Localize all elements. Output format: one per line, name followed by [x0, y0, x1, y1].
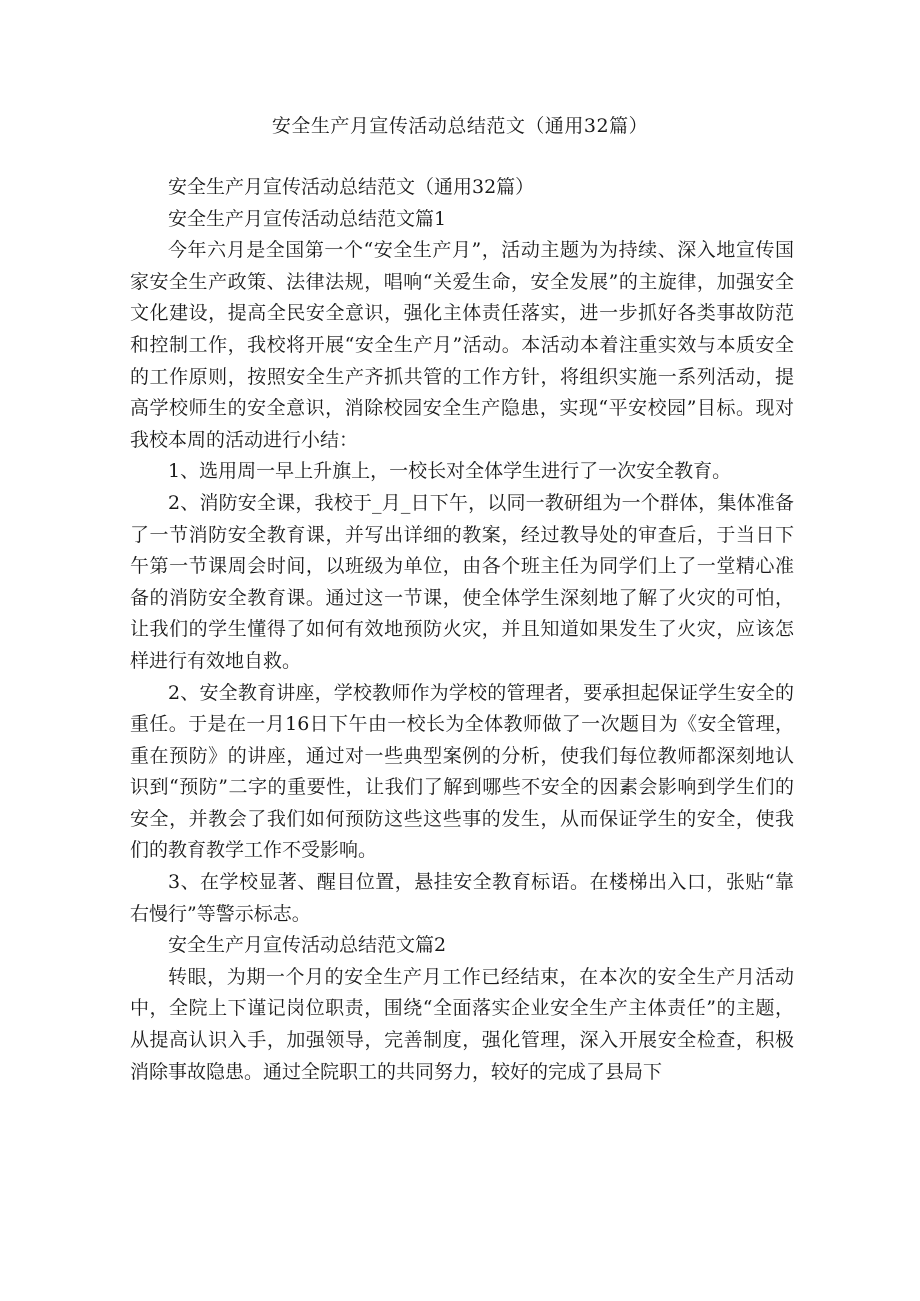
paragraph-subtitle: 安全生产月宣传活动总结范文（通用32篇）: [168, 176, 535, 198]
paragraph-item-1: 1、选用周一早上升旗上，一校长对全体学生进行了一次安全教育。: [168, 460, 732, 483]
document-title: 安全生产月宣传活动总结范文（通用32篇）: [271, 115, 649, 137]
paragraph-item-2-fire-safety: 2、消防安全课，我校于_月_日下午，以同一教研组为一个群体，集体准备了一节消防安全教育课，并写出详细的教案，经过教导处的审查后，于当日下午第一节课周会时间，以班级为单位，由各个班主任为同学们上了一堂精心准备的消防安全教育课。通过这一节课，使全体学生深刻地了解了火灾的可怕，让我们的学生懂得了如何有效地预防火灾，并且知道如果发生了火灾，应该怎样进行有效地自救。: [130, 491, 794, 672]
section-heading-1: 安全生产月宣传活动总结范文篇1: [168, 207, 447, 230]
paragraph-intro: 今年六月是全国第一个“安全生产月”，活动主题为为持续、深入地宣传国家安全生产政策、法律法规，唱响“关爱生命，安全发展”的主旋律，加强安全文化建设，提高全民安全意识，强化主体责任落实，进一步抓好各类事故防范和控制工作，我校将开展“安全生产月”活动。本活动本着注重实效与本质安全的工作原则，按照安全生产齐抓共管的工作方针，将组织实施一系列活动，提高学校师生的安全意识，消除校园安全生产隐患，实现“平安校园”目标。现对我校本周的活动进行小结：: [130, 239, 794, 451]
document-body: [130, 172, 794, 1088]
paragraph-item-2-lecture: 2、安全教育讲座，学校教师作为学校的管理者，要承担起保证学生安全的重任。于是在一月16日下午由一校长为全体教师做了一次题目为《安全管理，重在预防》的讲座，通过对一些典型案例的分析，使我们每位教师都深刻地认识到“预防”二字的重要性，让我们了解到哪些不安全的因素会影响到学生们的安全，并教会了我们如何预防这些这些事的发生，从而保证学生的安全，使我们的教育教学工作不受影响。: [130, 681, 794, 862]
section-heading-2: 安全生产月宣传活动总结范文篇2: [168, 934, 447, 957]
paragraph-item-3: 3、在学校显著、醒目位置，悬挂安全教育标语。在楼梯出入口，张贴“靠右慢行”等警示标志。: [130, 871, 794, 925]
paragraph-section-2: 转眼，为期一个月的安全生产月工作已经结束，在本次的安全生产月活动中，全院上下谨记岗位职责，围绕“全面落实企业安全生产主体责任”的主题，从提高认识入手，加强领导，完善制度，强化管理，深入开展安全检查，积极消除事故隐患。通过全院职工的共同努力，较好的完成了县局下: [130, 965, 794, 1083]
